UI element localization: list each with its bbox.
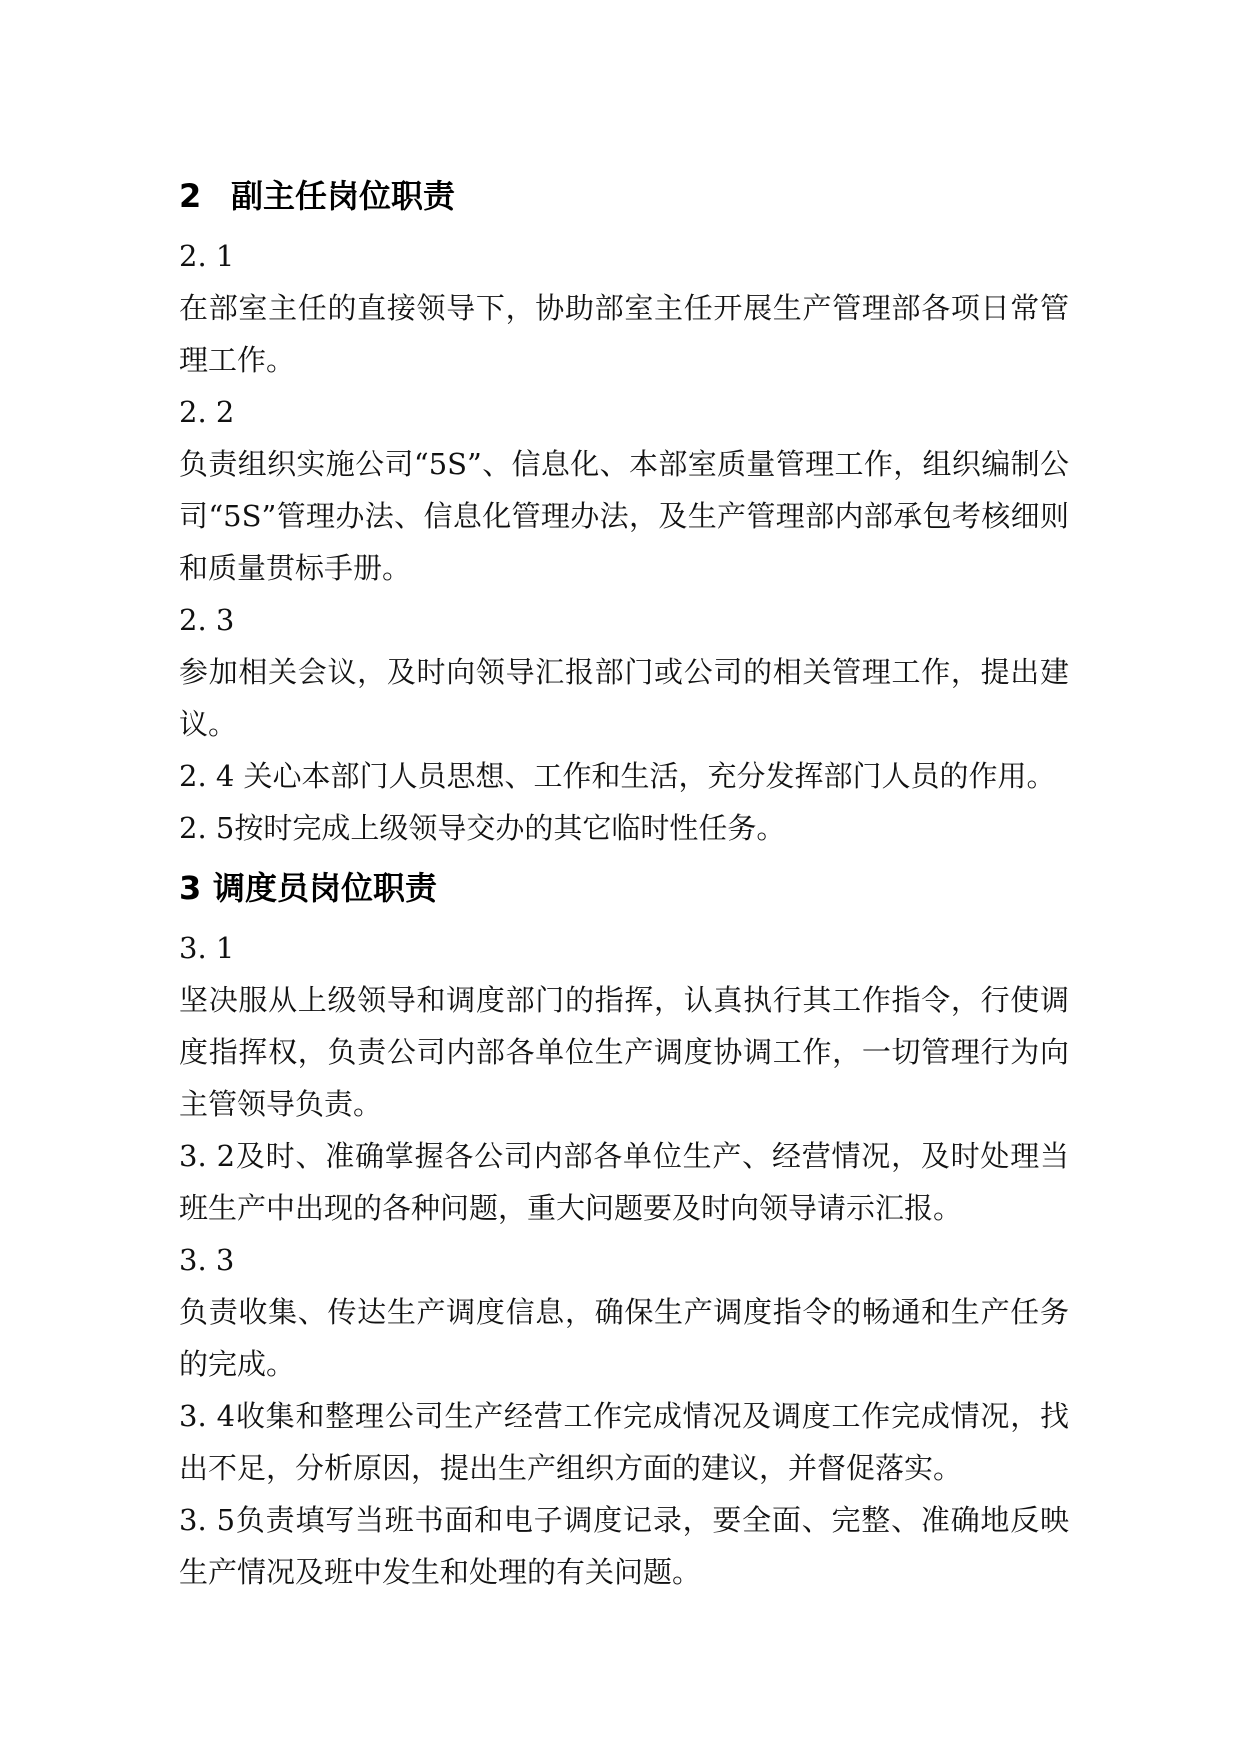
item-text: 在部室主任的直接领导下，协助部室主任开展生产管理部各项日常管理工作。 [179, 291, 1069, 377]
item-text: 负责组织实施公司“5S”、信息化、本部室质量管理工作，组织编制公司“5S”管理办法、信息化管理办法，及生产管理部内部承包考核细则和质量贯标手册。 [179, 447, 1069, 585]
item-number: 3. 3 [179, 1243, 235, 1277]
section-heading-title: 副主任岗位职责 [231, 177, 456, 215]
section-heading-number: 2 [179, 177, 202, 215]
item-line: 3. 4收集和整理公司生产经营工作完成情况及调度工作完成情况，找出不足，分析原因，提出生产组织方面的建议，并督促落实。 [179, 1399, 1069, 1485]
item-number: 2. 3 [179, 603, 235, 637]
item-number: 2. 2 [179, 395, 235, 429]
item-number: 2. 1 [179, 239, 235, 273]
item-text: 负责收集、传达生产调度信息，确保生产调度指令的畅通和生产任务的完成。 [179, 1295, 1069, 1381]
document-body [179, 162, 1069, 1598]
item-text: 坚决服从上级领导和调度部门的指挥，认真执行其工作指令，行使调度指挥权，负责公司内部各单位生产调度协调工作，一切管理行为向主管领导负责。 [179, 983, 1069, 1121]
item-text: 参加相关会议，及时向领导汇报部门或公司的相关管理工作，提出建议。 [179, 655, 1069, 741]
item-line: 3. 5负责填写当班书面和电子调度记录，要全面、完整、准确地反映生产情况及班中发生和处理的有关问题。 [179, 1503, 1069, 1589]
section-heading-title: 调度员岗位职责 [213, 869, 438, 907]
item-number: 3. 1 [179, 931, 235, 965]
item-line: 2. 4 关心本部门人员思想、工作和生活，充分发挥部门人员的作用。 [179, 759, 1056, 793]
item-line: 3. 2及时、准确掌握各公司内部各单位生产、经营情况，及时处理当班生产中出现的各种问题，重大问题要及时向领导请示汇报。 [179, 1139, 1069, 1225]
section-heading-number: 3 [179, 869, 202, 907]
section-heading [179, 162, 1069, 230]
section-heading [179, 854, 1069, 922]
item-line: 2. 5按时完成上级领导交办的其它临时性任务。 [179, 811, 786, 845]
